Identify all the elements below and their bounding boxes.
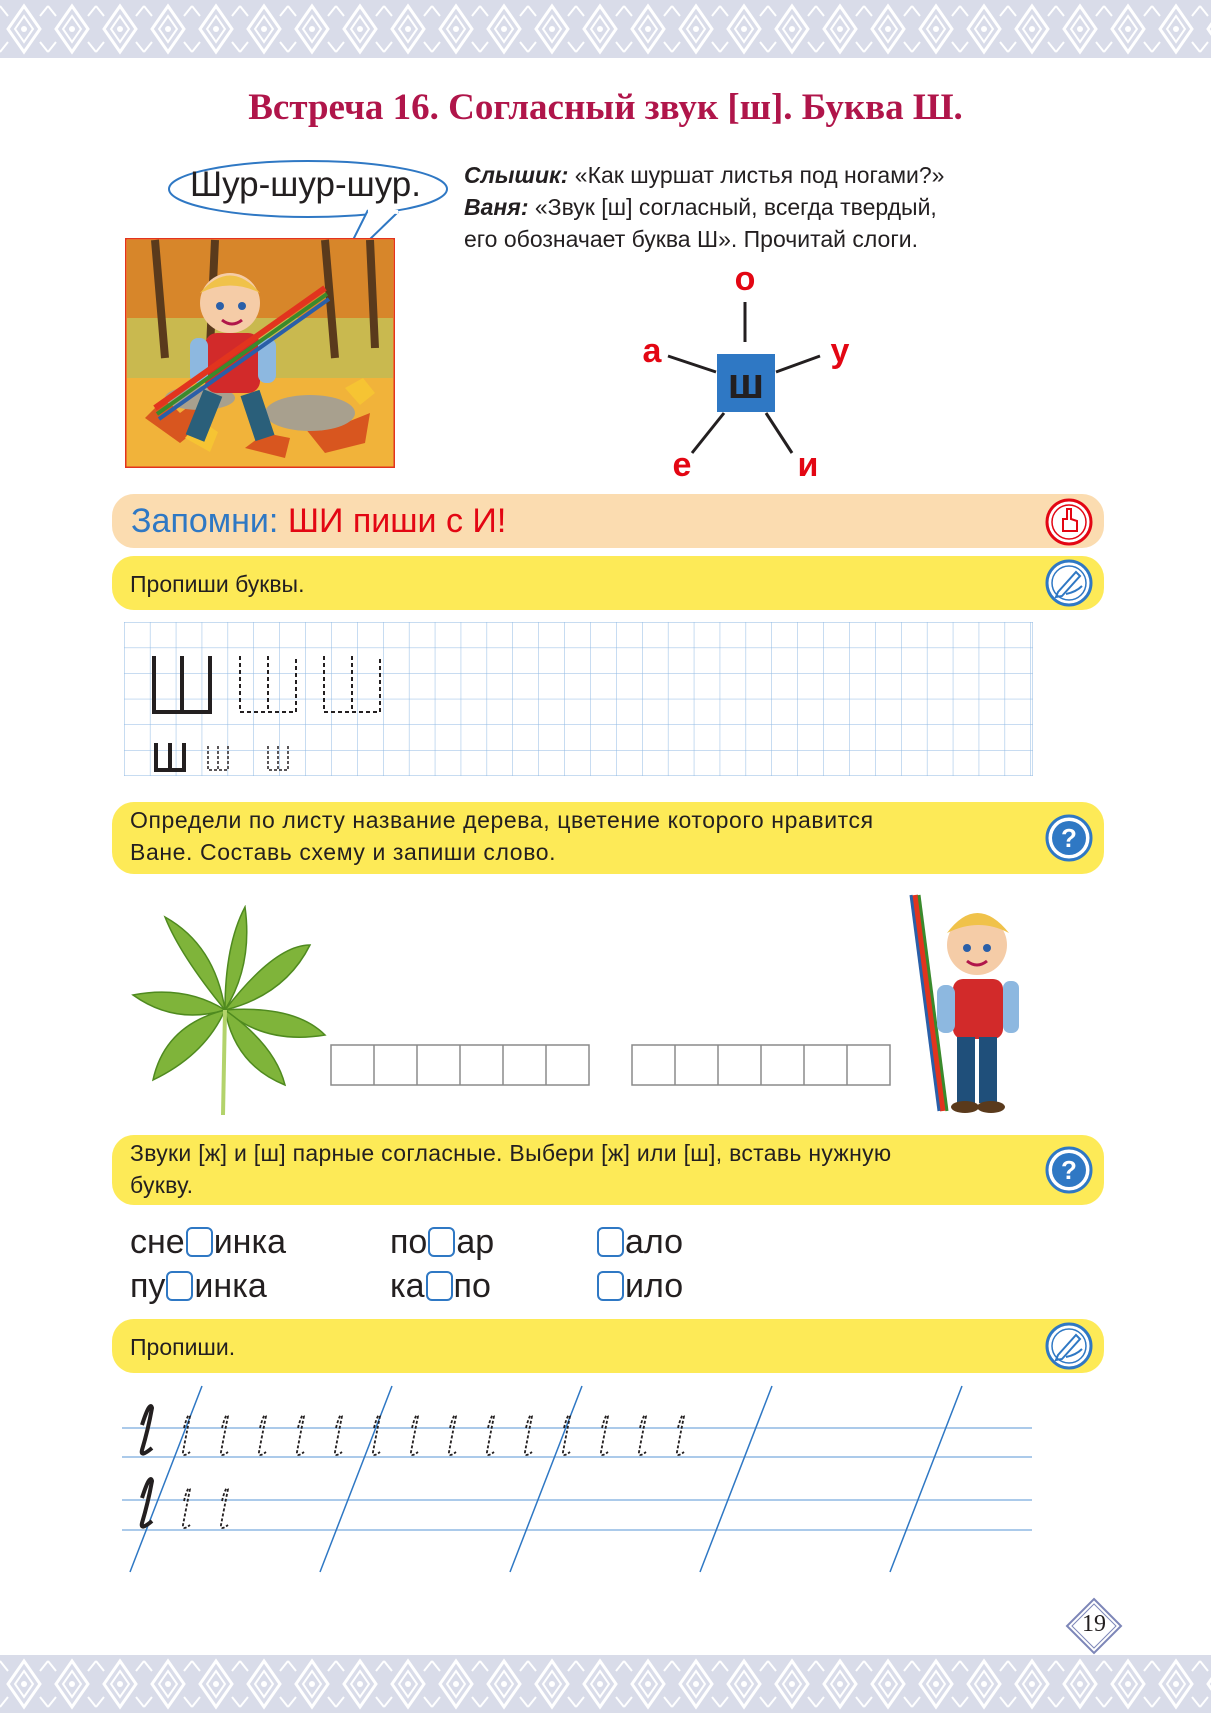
task-panel-tree: [112, 802, 1104, 874]
rule-prefix: Запомни:: [131, 502, 279, 540]
letter-blank[interactable]: [597, 1227, 624, 1257]
vowel-bottom-right: и: [797, 446, 819, 484]
fill-word: [596, 1223, 683, 1262]
speech-bubble-text: Шур-шур-шур.: [190, 165, 421, 204]
letter-writing-grid[interactable]: [124, 622, 1033, 776]
word-part: инка: [213, 1223, 286, 1261]
ornament-pattern-icon: [0, 1655, 1211, 1713]
fill-word: [130, 1267, 267, 1306]
task-text: Пропиши.: [130, 1334, 236, 1360]
word-part: по: [453, 1267, 491, 1305]
chestnut-leaf-illustration: [125, 905, 330, 1115]
syllable-center-letter: ш: [727, 359, 765, 408]
rule-body: ШИ пиши с И!: [287, 502, 507, 540]
pencil-writing-icon: [1044, 558, 1094, 608]
word-part: ар: [456, 1223, 495, 1261]
task-line: Звуки [ж] и [ш] парные согласные. Выбери [ж] или [ш], вставь нужную: [130, 1140, 892, 1166]
task-text: [130, 1137, 1040, 1201]
word-part: пу: [130, 1267, 166, 1305]
letter-blank[interactable]: [166, 1271, 193, 1301]
dialog-text: его обозначает буква Ш». Прочитай слоги.: [464, 226, 918, 252]
cursive-writing-lines[interactable]: [112, 1380, 1037, 1575]
dialog-line: [464, 191, 1064, 223]
task-panel-write: [112, 1319, 1104, 1373]
task-panel-write-letters: [112, 556, 1104, 610]
task-line: букву.: [130, 1172, 194, 1198]
word-part: сне: [130, 1223, 185, 1261]
dialog-line: [464, 159, 1064, 191]
bottom-ornament-band: [0, 1655, 1211, 1713]
word-scheme-boxes[interactable]: [330, 1044, 595, 1086]
word-part: инка: [194, 1267, 267, 1305]
svg-text:?: ?: [1061, 1155, 1077, 1185]
fill-word: [390, 1267, 491, 1306]
pencil-writing-icon: [1044, 1321, 1094, 1371]
word-part: ило: [625, 1267, 684, 1305]
task-panel-paired-consonants: [112, 1135, 1104, 1205]
question-icon: [1044, 1145, 1094, 1195]
word-part: ало: [625, 1223, 684, 1261]
letter-blank[interactable]: [428, 1227, 455, 1257]
intro-dialog: [464, 159, 1064, 255]
fill-word: [130, 1223, 286, 1262]
vowel-right: у: [830, 332, 850, 370]
task-text: Пропиши буквы.: [130, 571, 305, 597]
letter-blank[interactable]: [597, 1271, 624, 1301]
letter-blank[interactable]: [426, 1271, 453, 1301]
attention-hand-icon: [1044, 497, 1094, 547]
dialog-text: «Звук [ш] согласный, всегда твердый,: [528, 194, 937, 220]
dialog-text: «Как шуршат листья под ногами?»: [568, 162, 945, 188]
fill-word: [390, 1223, 494, 1262]
word-part: ка: [390, 1267, 425, 1305]
vowel-top: о: [734, 260, 756, 298]
rule-panel: [112, 494, 1104, 548]
ornament-pattern-icon: [0, 0, 1211, 58]
task-text: [130, 804, 1040, 868]
dialog-line: [464, 223, 1064, 255]
word-write-boxes[interactable]: [631, 1044, 896, 1086]
task-line: Определи по листу название дерева, цветение которого нравится: [130, 807, 874, 833]
speaker-name: Ваня:: [464, 194, 529, 220]
vowel-left: а: [642, 332, 662, 370]
svg-text:?: ?: [1061, 823, 1077, 853]
top-ornament-band: [0, 0, 1211, 58]
page-number: 19: [1082, 1611, 1106, 1637]
boy-autumn-illustration: [125, 238, 395, 468]
rule-text: [131, 502, 506, 541]
syllable-star-diagram: [620, 258, 860, 488]
task-line: Ване. Составь схему и запиши слово.: [130, 839, 557, 865]
fill-word: [596, 1267, 683, 1306]
word-part: по: [390, 1223, 428, 1261]
vowel-bottom-left: е: [672, 446, 692, 484]
question-icon: [1044, 813, 1094, 863]
boy-with-pencil-illustration: [905, 893, 1035, 1118]
speaker-name: Слышик:: [464, 162, 569, 188]
page-title: Встреча 16. Согласный звук [ш]. Буква Ш.: [248, 87, 963, 128]
letter-blank[interactable]: [186, 1227, 213, 1257]
